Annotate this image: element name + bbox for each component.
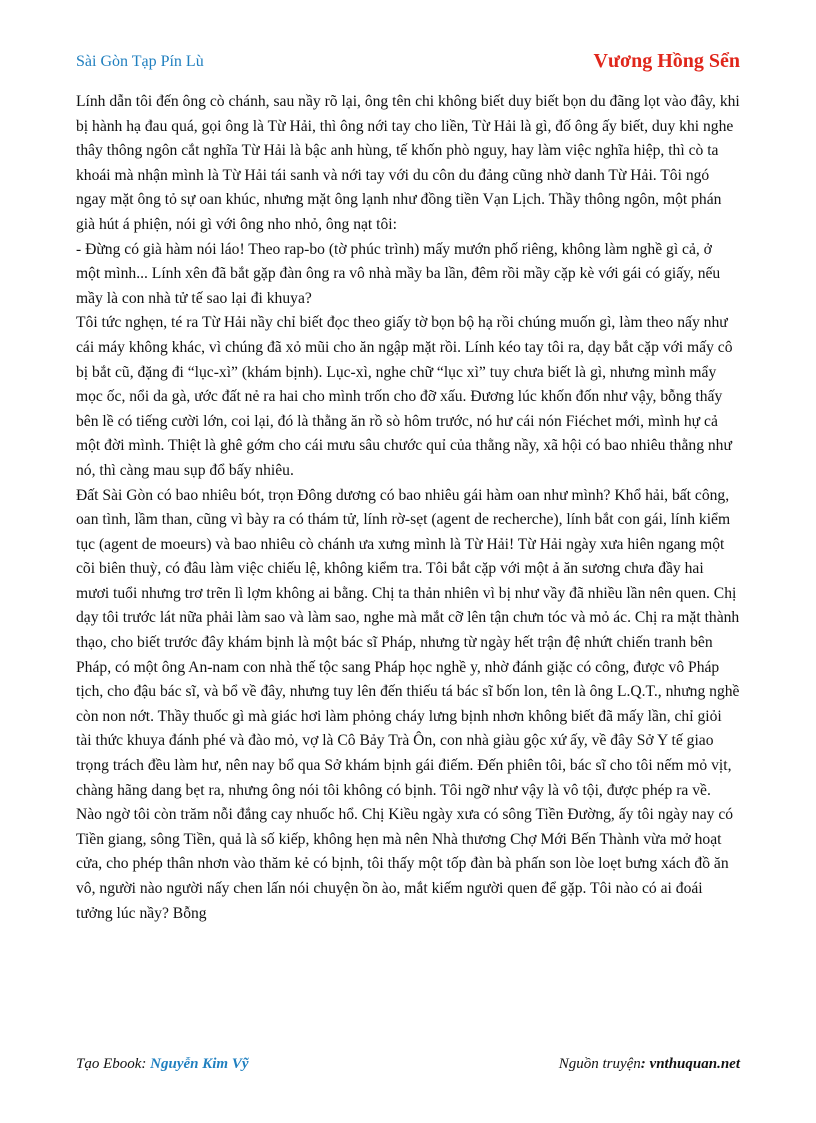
page-footer (76, 1056, 740, 1078)
page-header (76, 50, 740, 76)
page-body (76, 90, 740, 926)
ebook-credit-label: Tạo Ebook (76, 1056, 142, 1072)
author-name: Vương Hồng Sển (593, 50, 740, 72)
ebook-credit: Tạo Ebook: Nguyễn Kim Vỹ (76, 1056, 249, 1072)
paragraph: Đất Sài Gòn có bao nhiêu bót, trọn Đông dương có bao nhiêu gái hàm oan như mình? Khổ hải, bất công, oan tình, lầm than, cũng vì bày ra có thám tử, lính rờ-sẹt (agent de recherche), lính bắt con gái, lính kiểm tục (agent de moeurs) và bao nhiêu cò chánh ưa xưng mình là Từ Hải! Từ Hải ngày xưa hiên ngang một cõi biên thuỳ, có đâu làm việc chiếu lệ, không kiểm tra. Tôi bắt cặp với một ả ăn sương chưa đầy hai mươi tuổi nhưng trơ trẽn lì lợm không ai bằng. Chị ta thản nhiên vì bị như vầy đã nhiều lần nên quen. Chị dạy tôi trước lát nữa phải làm sao và làm sao, nghe mà mắt cỡ lên tận chưn tóc và mỏ ác. Chị ra mặt thành thạo, cho biết trước đây khám bịnh là một bác sĩ Pháp, nhưng từ ngày hết trận đệ nhứt chiến tranh bên Pháp, có một ông An-nam con nhà thế tộc sang Pháp học nghề y, nhờ đánh giặc có công, được vô Pháp tịch, cho đậu bác sĩ, và bổ về đây, nhưng tuy lên đến thiếu tá bác sĩ bốn lon, tên là ông L.Q.T., nhưng nghề còn non nớt. Thầy thuốc gì mà giác hơi làm phỏng cháy lưng bịnh nhơn không biết đã mấy lần, chỉ giỏi tài thức khuya đánh phé và đào mỏ, vợ là Cô Bảy Trà Ôn, con nhà giàu gộc xứ ấy, về đây Sở Y tế giao trọng trách đều làm hư, nên nay bổ qua Sở khám bịnh gái điếm. Đến phiên tôi, bác sĩ cho tôi nếm mỏ vịt, chàng hãng dang bẹt ra, nhưng ông nói tôi không có bịnh. Tôi ngỡ như vậy là vô tội, được phép ra về. Nào ngờ tôi còn trăm nỗi đắng cay nhuốc hổ. Chị Kiều ngày xưa có sông Tiền Đường, ấy tôi ngày nay có Tiền giang, sông Tiền, quả là số kiếp, không hẹn mà nên Nhà thương Chợ Mới Bến Thành vừa mở hoạt cửa, cho phép thân nhơn vào thăm kẻ có bịnh, tôi thấy một tốp đàn bà phấn son lòe loẹt bưng xách đồ ăn vô, người nào người nấy chen lấn nói chuyện ồn ào, mắt kiếm người quen để gặp. Tôi nào có ai đoái tưởng lúc nầy? Bỗng (76, 486, 740, 922)
source-credit: Nguồn truyện: vnthuquan.net (558, 1056, 740, 1072)
paragraph: Lính dẫn tôi đến ông cò chánh, sau nầy rõ lại, ông tên chi không biết duy biết bọn du đãng lọt vào đây, khi bị hành hạ đau quá, gọi ông là Từ Hải, thì ông nới tay cho liền, Từ Hải là gì, đố ông ấy biết, duy khi nghe thây thông ngôn cắt nghĩa Từ Hải là bậc anh hùng, tế khốn phò nguy, hay làm việc nghĩa hiệp, thì cò ta khoái mà nhận mình là Từ Hải tái sanh và nới tay với du côn du đảng cũng nhờ danh Từ Hải. Tôi ngó ngay mặt ông tỏ sự oan khúc, nhưng mặt ông lạnh như đồng tiền Vạn Lịch. Thầy thông ngôn, một phán già hút á phiện, nói gì với ông nho nhỏ, ông nạt tôi: (76, 93, 740, 233)
ebook-creator-name: Nguyễn Kim Vỹ (150, 1056, 249, 1072)
source-site: vnthuquan.net (649, 1056, 740, 1072)
paragraph: - Đừng có già hàm nói láo! Theo rap-bo (tờ phúc trình) mấy mướn phố riêng, không làm nghề gì cả, ở một mình... Lính xên đã bắt gặp đàn ông ra vô nhà mầy ba lần, đêm rồi mầy cặp kè với gái có giấy, nếu mầy là con nhà tử tế sao lại đi khuya? (76, 240, 721, 307)
book-title: Sài Gòn Tạp Pín Lù (76, 53, 204, 70)
paragraph: Tôi tức nghẹn, té ra Từ Hải nầy chỉ biết đọc theo giấy tờ bọn bộ hạ rồi chúng muốn gì, làm theo nấy như cái máy không khác, vì chúng đã xỏ mũi cho ăn ngập mặt rồi. Lính kéo tay tôi ra, dạy bắt cặp với mấy cô bị bắt cũ, đặng đi “lục-xì” (khám bịnh). Lục-xì, nghe chữ “lục xì” tuy chưa biết là gì, nhưng mình mẩy mọc ốc, nổi da gà, ước đất nẻ ra hai cho mình trốn cho đỡ xấu. Đương lúc khốn đốn như vậy, bỗng thấy bên lề có tiếng cười lớn, coi lại, đó là thằng ăn rồ sò hôm trước, nó hư cái nón Fiéchet mới, mình hự cả một đời mình. Thiệt là ghê gớm cho cái mưu sâu chước quỉ của thằng nầy, xã hội có bao nhiêu thằng như nó, thì càng mau sụp đổ bấy nhiêu. (76, 314, 733, 479)
source-credit-label: Nguồn truyện (558, 1056, 641, 1072)
